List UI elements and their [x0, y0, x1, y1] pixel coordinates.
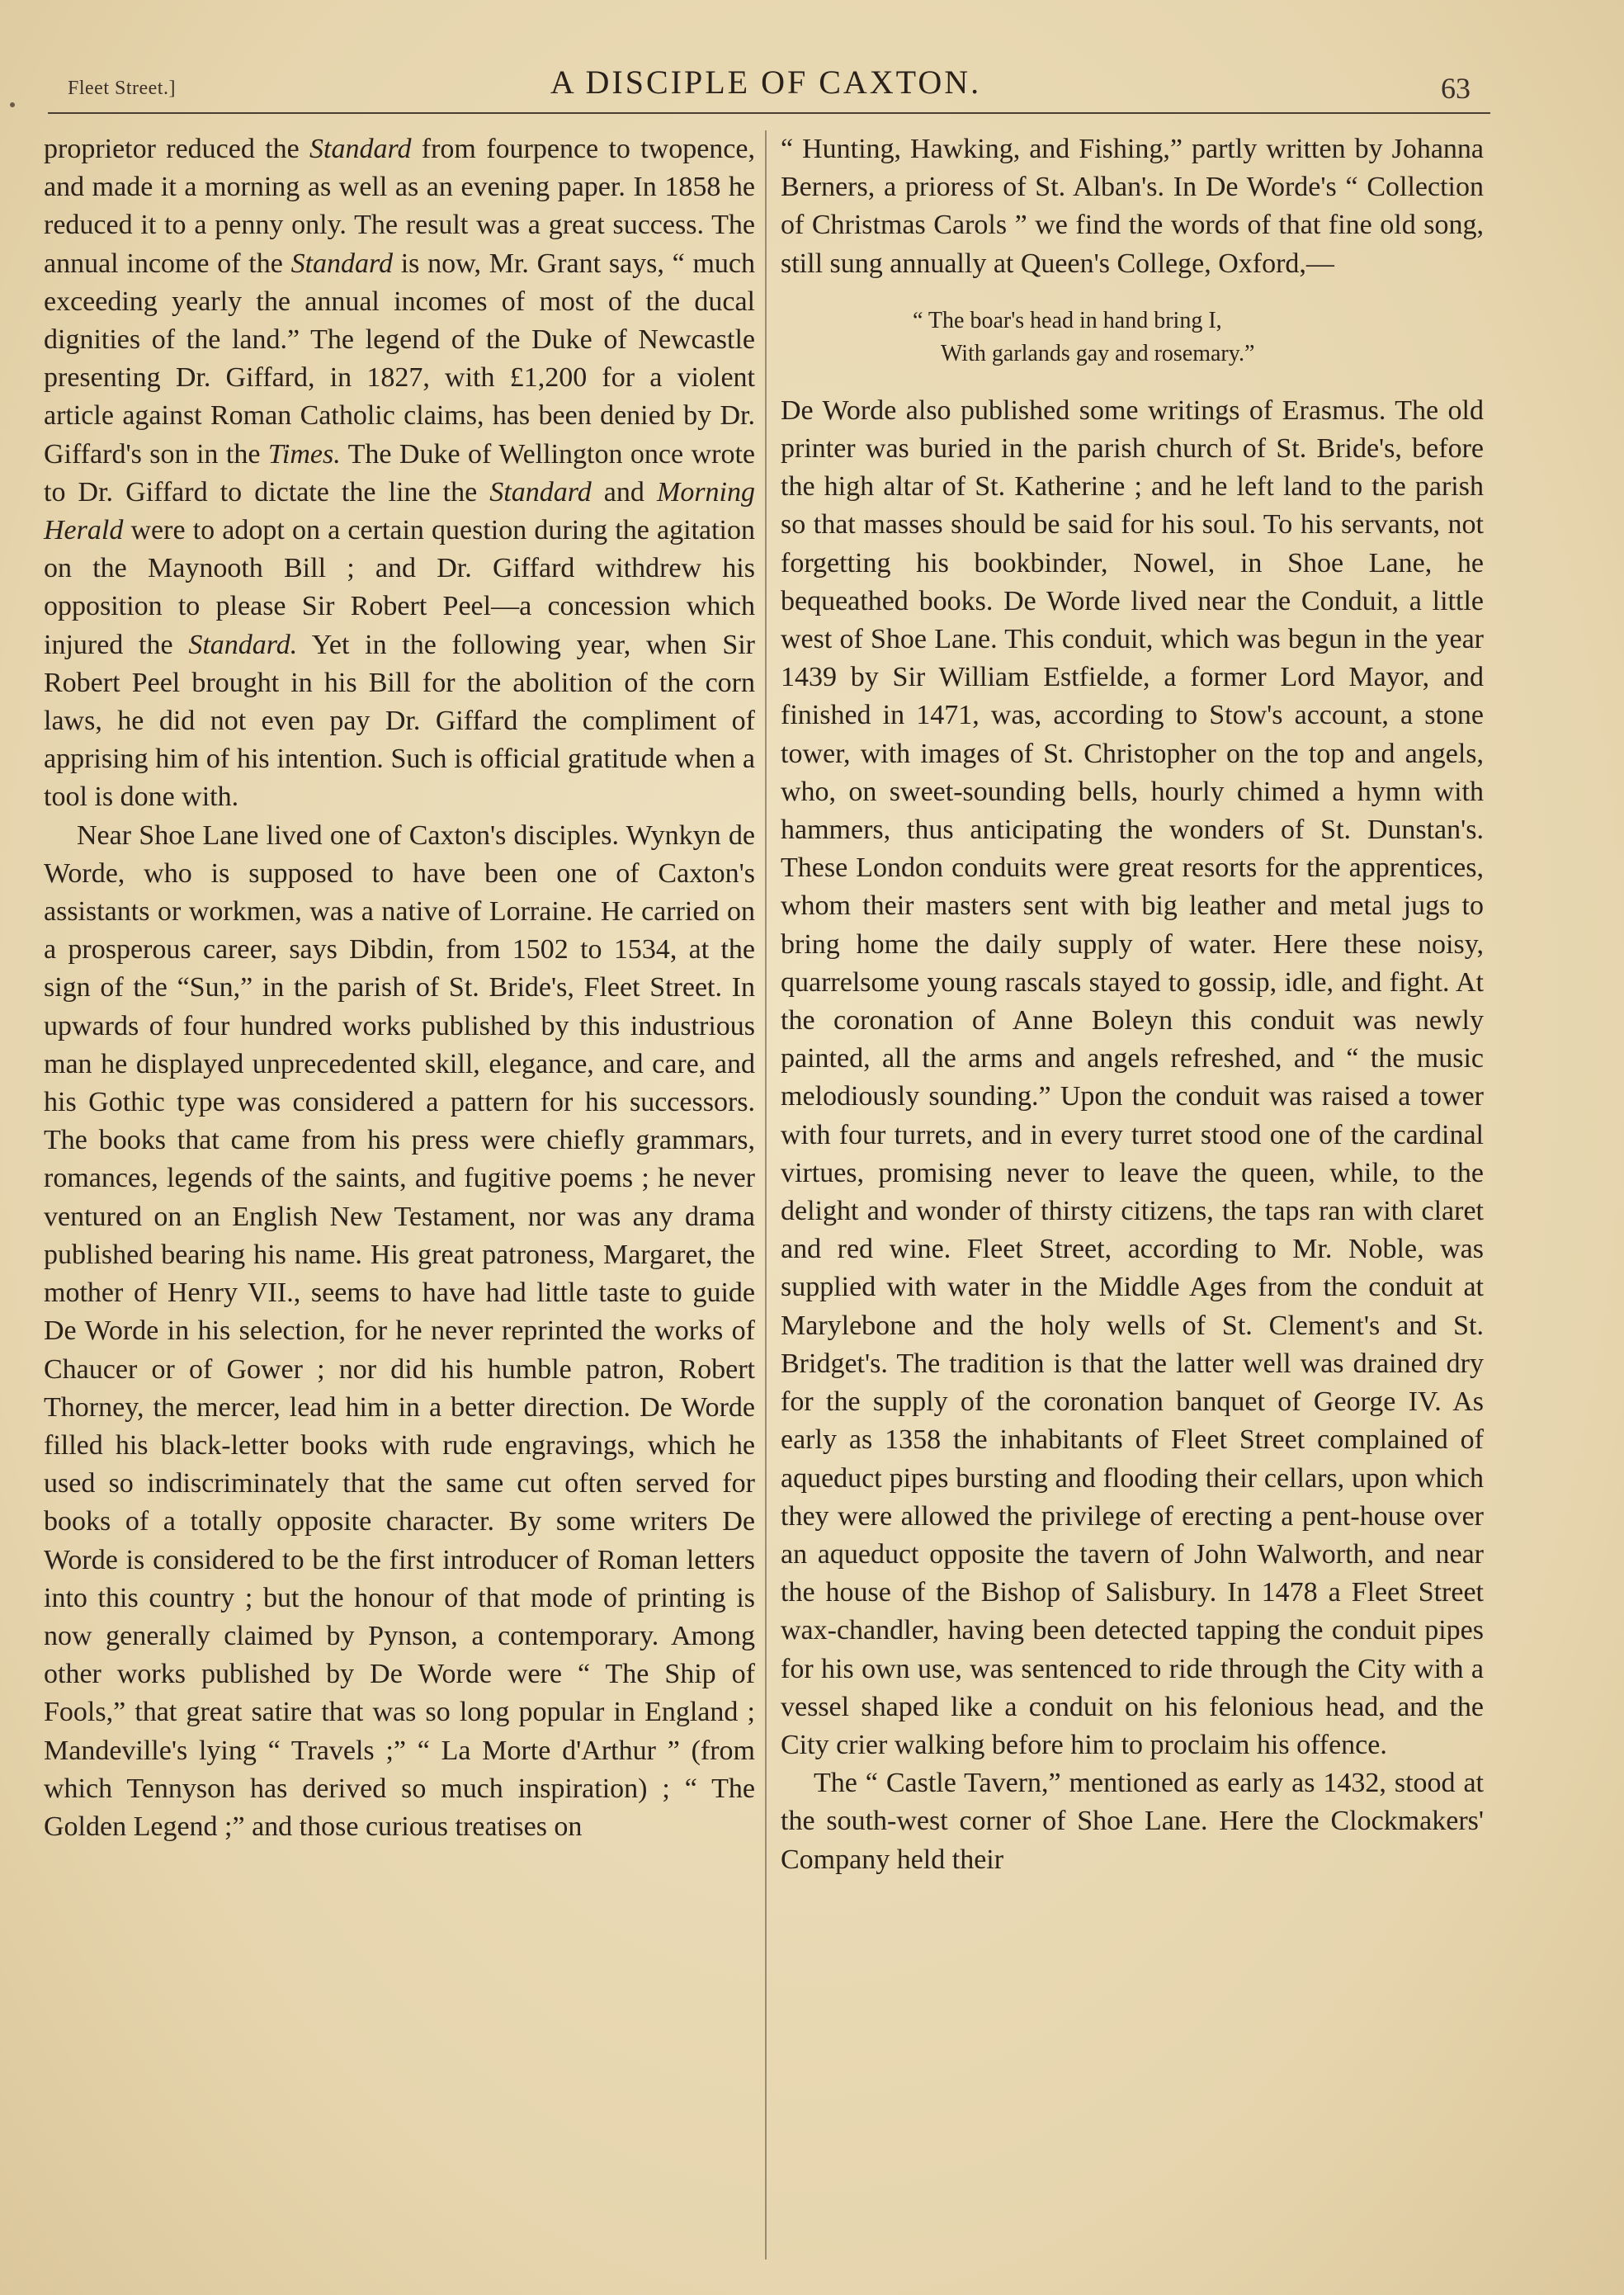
italic-title: Standard	[290, 248, 393, 279]
paragraph: The “ Castle Tavern,” mentioned as early as 1432, stood at the south-west corner of Shoe Lane. Here the Clockmakers' Company held their	[781, 1768, 1484, 1875]
paragraph: proprietor reduced the Standard from fourpence to twopence, and made it a morning as well as an evening paper. In 1858 he reduced it to a penny only. The result was a great success. The annual income of the Standard is now, Mr. Grant says, “ much exceeding yearly the annual incomes of most of the ducal dignities of the land.” The legend of the Duke of Newcastle presenting Dr. Giffard, in 1827, with £1,200 for a violent article against Roman Catholic claims, has been denied by Dr. Giffard's son in the Times. The Duke of Wellington once wrote to Dr. Giffard to dictate the line the Standard and Morning Herald were to adopt on a certain question during the agitation on the Maynooth Bill ; and Dr. Giffard withdrew his opposition to please Sir Robert Peel—a concession which injured the Standard. Yet in the following year, when Sir Robert Peel brought in his Bill for the abolition of the corn laws, he did not even pay Dr. Giffard the compliment of apprising him of his intention. Such is official gratitude when a tool is done with.	[44, 134, 756, 813]
paragraph: “ Hunting, Hawking, and Fishing,” partly written by Johanna Berners, a prioress of St. Alban's. In De Worde's “ Collection of Christmas Carols ” we find the words of that fine old song, still sung annually at Queen's College, Oxford,—	[781, 134, 1484, 279]
page-number: 63	[1441, 72, 1471, 105]
right-column	[781, 130, 1484, 1879]
column-divider	[765, 130, 767, 2260]
verse-line: “ The boar's head in hand bring I,	[913, 307, 1222, 333]
italic-title: Standard.	[188, 629, 298, 660]
italic-title: Morning Herald	[44, 476, 755, 546]
left-column	[44, 130, 755, 1846]
italic-title: Times.	[267, 438, 341, 470]
italic-title: Standard	[489, 476, 592, 508]
margin-dot	[10, 102, 15, 107]
running-header	[43, 58, 1489, 116]
page-title: A DISCIPLE OF CAXTON.	[550, 64, 982, 101]
paragraph: Near Shoe Lane lived one of Caxton's disciples. Wynkyn de Worde, who is supposed to have been one of Caxton's assistants or workmen, was a native of Lorraine. He carried on a prosperous career, says Dibdin, from 1502 to 1534, at the sign of the “Sun,” in the parish of St. Bride's, Fleet Street. In upwards of four hundred works published by this industrious man he displayed unprecedented skill, elegance, and care, and his Gothic type was considered a pattern for his successors. The books that came from his press were chiefly grammars, romances, legends of the saints, and fugitive poems ; he never ventured on an English New Testament, nor was any drama published bearing his name. His great patroness, Margaret, the mother of Henry VII., seems to have had little taste to guide De Worde in his selection, for he never reprinted the works of Chaucer or of Gower ; nor did his humble patron, Robert Thorney, the mercer, lead him in a better direction. De Worde filled his black-letter books with rude engravings, which he used so indiscriminately that the same cut often served for books of a totally opposite character. By some writers De Worde is considered to be the first introducer of Roman letters into this country ; but the honour of that mode of printing is now generally claimed by Pynson, a contemporary. Among other works published by De Worde were “ The Ship of Fools,” that great satire that was so long popular in England ; Mandeville's lying “ Travels ;” “ La Morte d'Arthur ” (from which Tennyson has derived so much inspiration) ; “ The Golden Legend ;” and those curious treatises on	[44, 819, 755, 1842]
italic-title: Standard	[309, 134, 412, 164]
verse-line: With garlands gay and rosemary.”	[941, 340, 1255, 366]
header-section-label: Fleet Street.]	[68, 78, 176, 99]
header-rule	[48, 112, 1490, 114]
verse-quote	[781, 305, 1484, 371]
paragraph: De Worde also published some writings of Erasmus. The old printer was buried in the parish church of St. Bride's, before the high altar of St. Katherine ; and he left land to the parish so that masses should be said for his soul. To his servants, not forgetting his bookbinder, Nowel, in Shoe Lane, he bequeathed books. De Worde lived near the Conduit, a little west of Shoe Lane. This conduit, which was begun in the year 1439 by Sir William Estfielde, a former Lord Mayor, and finished in 1471, was, according to Stow's account, a stone tower, with images of St. Christopher on the top and angels, who, on sweet-sounding bells, hourly chimed a hymn with hammers, thus anticipating the wonders of St. Dunstan's. These London conduits were great resorts for the apprentices, whom their masters sent with big leather and metal jugs to bring home the daily supply of water. Here these noisy, quarrelsome young rascals stayed to gossip, idle, and fight. At the coronation of Anne Boleyn this conduit was newly painted, all the arms and angels refreshed, and “ the music melodiously sounding.” Upon the conduit was raised a tower with four turrets, and in every turret stood one of the cardinal virtues, promising never to leave the queen, while, to the delight and wonder of thirsty citizens, the taps ran with claret and red wine. Fleet Street, according to Mr. Noble, was supplied with water in the Middle Ages from the conduit at Marylebone and the holy wells of St. Clement's and St. Bridget's. The tradition is that the latter well was drained dry for the supply of the coronation banquet of George IV. As early as 1358 the inhabitants of Fleet Street complained of aqueduct pipes bursting and flooding their cellars, upon which they were allowed the privilege of erecting a pent-house over an aqueduct opposite the tavern of John Walworth, and near the house of the Bishop of Salisbury. In 1478 a Fleet Street wax-chandler, having been detected tapping the conduit pipes for his own use, was sentenced to ride through the City with a vessel shaped like a conduit on his felonious head, and the City crier walking before him to proclaim his offence.	[781, 394, 1484, 1760]
